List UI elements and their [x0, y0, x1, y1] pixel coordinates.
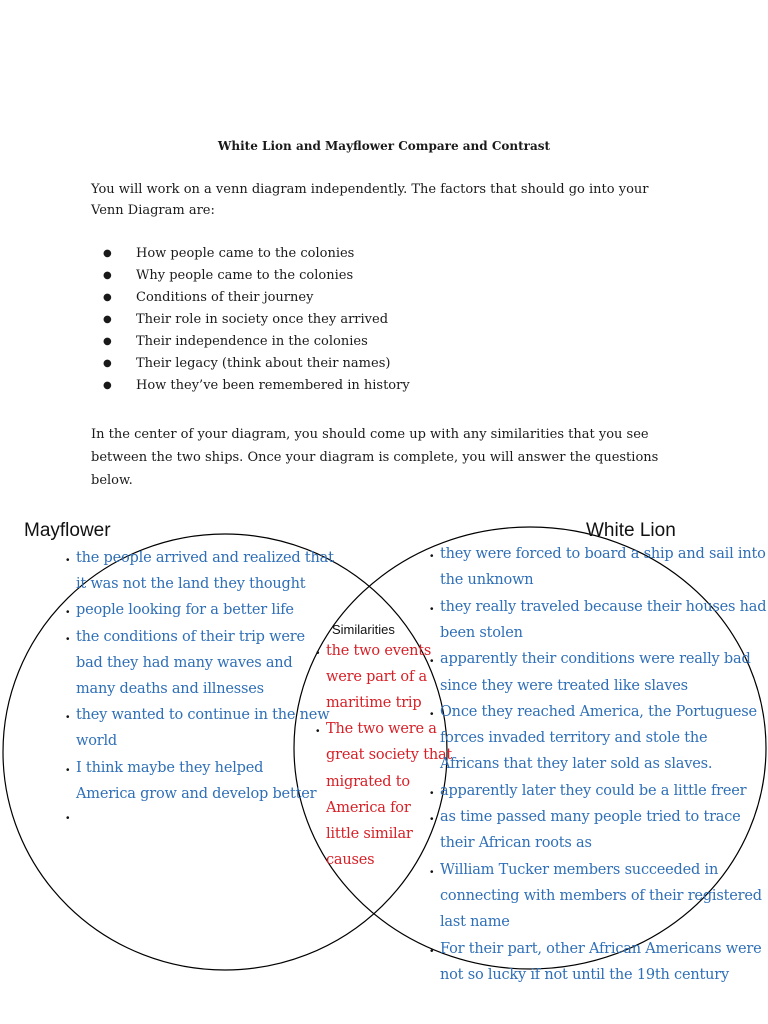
bullet-marker: •	[430, 551, 434, 562]
sim-entry-line: the two events	[326, 643, 432, 659]
bullet-marker: •	[430, 603, 434, 615]
mayflower-entry-line: I think maybe they helped	[76, 759, 264, 776]
mayflower-entry-line: the people arrived and realized that	[76, 550, 334, 566]
bullet-marker: •	[66, 555, 70, 566]
lion-entry-line: they were forced to board a ship and sail into	[440, 546, 766, 562]
bullet-marker: •	[66, 633, 70, 645]
bullet-marker: •	[66, 764, 70, 776]
lion-entry-line: last name	[440, 914, 510, 931]
factor-item: ● Their legacy (think about their names)	[103, 353, 410, 375]
mayflower-entry-line: bad they had many waves and	[76, 654, 293, 671]
bullet-marker: •	[316, 648, 320, 659]
similarities-title: Similarities	[332, 622, 395, 637]
lion-entry-line: Africans that they later sold as slaves.	[440, 756, 713, 773]
sim-entry-line: America for	[326, 799, 411, 816]
empty-bullet-marker: •	[66, 813, 70, 824]
sim-entry-line: maritime trip	[326, 695, 422, 712]
sim-entry-line: migrated to	[326, 773, 410, 790]
lion-entry-line: apparently later they could be a little freer	[440, 782, 747, 799]
factor-item: ● Conditions of their journey	[103, 287, 410, 309]
lion-entry-line: apparently their conditions were really bad	[440, 651, 751, 668]
mayflower-entry-line: world	[76, 733, 117, 750]
mayflower-entry-line: the conditions of their trip were	[76, 628, 305, 645]
lion-entry-line: not so lucky if not until the 19th century	[440, 966, 729, 983]
factor-item: ● How they’ve been remembered in history	[103, 375, 410, 397]
white-lion-title: White Lion	[586, 520, 676, 541]
factor-item: ● How people came to the colonies	[103, 243, 410, 265]
lion-entry-line: the unknown	[440, 572, 534, 589]
bullet-marker: •	[430, 866, 434, 878]
lion-entry-line: since they were treated like slaves	[440, 677, 688, 694]
mayflower-entry-line: it was not the land they thought	[76, 576, 306, 593]
bullet-marker: •	[66, 712, 70, 724]
factor-item: ● Their independence in the colonies	[103, 331, 410, 353]
bullet-marker: •	[430, 708, 434, 720]
lion-entry-line: been stolen	[440, 624, 523, 641]
lion-entry-line: William Tucker members succeeded in	[440, 861, 719, 878]
bullet-marker: •	[430, 787, 434, 799]
sim-entry-line: causes	[326, 851, 375, 868]
mayflower-entry-line: people looking for a better life	[76, 602, 294, 619]
mayflower-title: Mayflower	[24, 520, 111, 541]
mayflower-entry-line: they wanted to continue in the new	[76, 707, 330, 724]
lion-entry-line: forces invaded territory and stole the	[440, 730, 708, 747]
lion-entry-line: they really traveled because their houses had	[440, 598, 767, 615]
factor-item: ● Why people came to the colonies	[103, 265, 410, 287]
sim-entry-line: little similar	[326, 825, 413, 842]
intro-paragraph: You will work on a venn diagram independently. The factors that should go into your Venn Diagram are:	[91, 182, 649, 218]
sim-entry-line: were part of a	[326, 669, 427, 686]
document-title: White Lion and Mayflower Compare and Contrast	[217, 139, 551, 153]
sim-entry-line: great society that	[326, 747, 453, 764]
lion-entry-line: as time passed many people tried to trace	[440, 809, 741, 825]
lion-entry-line: Once they reached America, the Portuguese	[440, 703, 757, 720]
mayflower-entry-line: many deaths and illnesses	[76, 681, 264, 697]
lion-entry-line: connecting with members of their registered	[440, 887, 762, 904]
bullet-marker: •	[66, 607, 70, 619]
bullet-marker: •	[430, 656, 434, 668]
bullet-marker: •	[430, 945, 434, 957]
bullet-marker: •	[316, 726, 320, 738]
closing-paragraph: In the center of your diagram, you should come up with any similarities that you see between the two ships. Once your diagram is complete, you will answer the questions below.	[91, 427, 659, 488]
factor-item: ● Their role in society once they arrived	[103, 309, 410, 331]
lion-entry-line: their African roots as	[440, 835, 592, 852]
lion-entry-line: For their part, other African Americans were	[440, 940, 762, 957]
mayflower-entry-line: America grow and develop better	[76, 785, 317, 802]
sim-entry-line: The two were a	[326, 721, 437, 738]
bullet-marker: •	[430, 814, 434, 825]
